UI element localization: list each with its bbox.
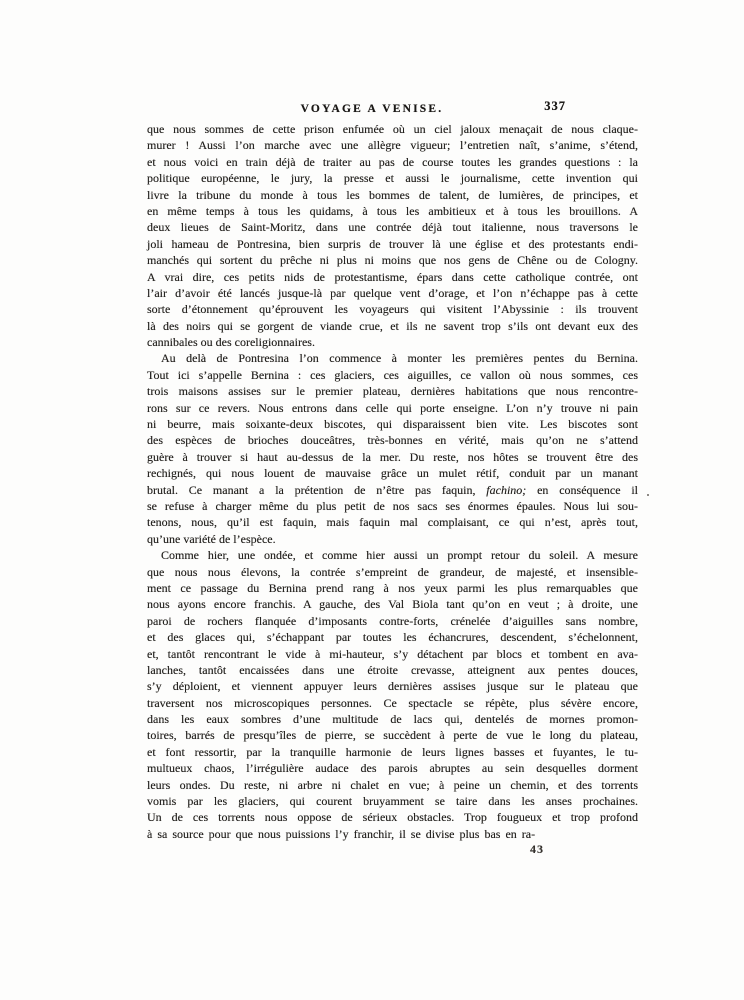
signature-mark: 43 [530, 842, 544, 856]
text-segment: en conséquence il [526, 482, 639, 497]
text-line [147, 482, 638, 498]
text-line: à sa source pour que nous puissions l’y franchir, il se divise plus bas en ra- [147, 826, 536, 841]
text-line: et nous voici en train déjà de traiter au pas de course toutes les grandes questions : la [147, 154, 638, 169]
text-line: là des noirs qui se gorgent de viande crue, et ils ne savent trop s’ils ont devant eux des [147, 318, 638, 333]
text-line: joli hameau de Pontresina, bien surpris de trouver là une église et des protestants endi- [147, 236, 638, 251]
text-line: que nous nous élevons, la contrée s’empreint de grandeur, de majesté, et insensible- [147, 564, 638, 579]
text-line: Comme hier, une ondée, et comme hier aussi un prompt retour du soleil. A mesure [161, 548, 638, 563]
text-line: leurs ondes. Du reste, ni arbre ni chalet en vue; à peine un chemin, et des torrents [147, 777, 638, 792]
text-line: guère à trouver si haut au-dessus de la mer. Du reste, nos hôtes se trouvent être des [147, 449, 638, 464]
text-line: manchés qui sortent du prêche ni plus ni moins que nos gens de Chêne ou de Cologny. [147, 253, 638, 268]
text-line: murer ! Aussi l’on marche avec une allègre vigueur; l’entretien naît, s’anime, s’étend, [147, 138, 638, 153]
text-line: l’air d’avoir été lancés jusque-là par quelque vent d’orage, et l’on n’échappe pas à cette [147, 285, 638, 300]
text-line: qu’une variété de l’espèce. [147, 531, 276, 546]
text-line: que nous sommes de cette prison enfumée où un ciel jaloux menaçait de nous claque- [147, 122, 638, 136]
text-line: ni beurre, mais soixante-deux biscotes, qui disparaissent bien vite. Les biscotes sont [147, 417, 638, 432]
text-line: dans les eaux sombres d’une multitude de lacs qui, dentelés de mornes promon- [147, 712, 638, 727]
page-body [147, 121, 638, 842]
running-header [0, 99, 744, 115]
text-line: livre la tribune du monde à tous les bommes de talent, de lumières, de principes, et [147, 187, 638, 202]
text-line: traversent nos microscopiques personnes. Ce spectacle se répète, plus sévère encore, [147, 695, 638, 710]
text-line: et, tantôt rencontrant le vide à mi-hauteur, s’y détachent par blocs et tombent en ava- [147, 646, 638, 661]
text-segment: brutal. Ce manant a la prétention de n’être pas faquin, [147, 482, 487, 497]
text-line: toires, barrés de presqu’îles de pierre, se succèdent à perte de vue le long du plateau, [147, 728, 638, 743]
text-line: ment ce passage du Bernina prend rang à nos yeux parmi les plus remarquables que [147, 580, 638, 595]
text-line: en même temps à tous les quidams, à tous les ambitieux et à tous les brouillons. A [147, 203, 638, 218]
text-line: vomis par les glaciers, qui courent bruyamment se taire dans les anses prochaines. [147, 794, 638, 809]
text-line: Au delà de Pontresina l’on commence à monter les premières pentes du Bernina. [161, 351, 638, 366]
text-line: s’y déploient, et viennent appuyer leurs dernières assises jusque sur le plateau que [147, 679, 638, 694]
italic-word: fachino; [486, 482, 527, 497]
text-line: multueux chaos, l’irrégulière audace des parois abruptes au sein desquelles dorment [147, 761, 638, 776]
text-line: rechignés, qui nous louent de mauvaise grâce un mulet rétif, conduit par un manant [147, 466, 638, 481]
text-line: se refuse à charger même du plus petit de nos sacs ses énormes épaules. Nous lui sou- [147, 498, 638, 513]
text-line: cannibales ou des coreligionnaires. [147, 335, 315, 350]
page-number: 337 [544, 99, 566, 113]
text-line: et font ressortir, par la tranquille harmonie de leurs lignes basses et fuyantes, le tu- [147, 744, 638, 759]
text-line: Tout ici s’appelle Bernina : ces glaciers, ces aiguilles, ce vallon où nous sommes, ces [147, 367, 638, 382]
text-line: paroi de rochers flanquée d’imposants contre-forts, crénelée d’aiguilles sans nombre, [147, 613, 638, 628]
ink-speck [647, 494, 649, 496]
text-line: sorte d’étonnement qu’éprouvent les voyageurs qui visitent l’Abyssinie : ils trouvent [147, 302, 638, 317]
text-line: politique européenne, le jury, la presse et aussi le journalisme, cette invention qui [147, 171, 638, 186]
text-line: rons sur ce revers. Nous entrons dans celle qui porte enseigne. L’on n’y trouve ni pain [147, 400, 638, 415]
text-line: et des glaces qui, s’échappant par toutes les échancrures, descendent, s’échelonnent, [147, 630, 638, 645]
text-line: lanches, tantôt encaissées dans une étroite crevasse, atteignent aux pentes douces, [147, 662, 638, 677]
text-line: des espèces de brioches douceâtres, très-bonnes en vérité, mais qu’on ne s’attend [147, 433, 638, 448]
text-line: Un de ces torrents nous oppose de sérieux obstacles. Trop fougueux et trop profond [147, 810, 638, 825]
text-line: tenons, nous, qu’il est faquin, mais faquin mal complaisant, ce qui n’est, après tout, [147, 515, 638, 530]
text-line: A vrai dire, ces petits nids de protestantisme, épars dans cette catholique contrée, ont [147, 269, 638, 284]
text-line: deux lieues de Saint-Moritz, dans une contrée déjà tout italienne, nous traversons le [147, 220, 638, 235]
text-line: trois maisons assises sur le premier plateau, dernières habitations que nous rencontre- [147, 384, 638, 399]
text-line: nous ayons encore franchis. A gauche, des Val Biola tant qu’on en veut ; à droite, une [147, 597, 638, 612]
running-header-title: VOYAGE A VENISE. [300, 103, 444, 115]
